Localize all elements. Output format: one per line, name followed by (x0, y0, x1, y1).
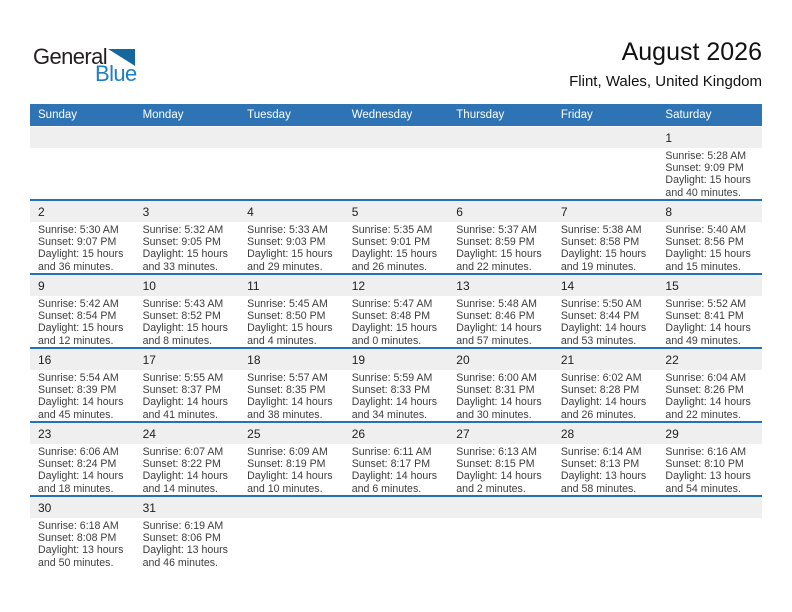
day-detail-line: Sunset: 8:08 PM (38, 532, 117, 545)
day-detail-line: Daylight: 15 hours (665, 174, 751, 187)
day-cell-empty (30, 127, 135, 199)
day-details (344, 370, 449, 421)
weekday-header-row (30, 104, 762, 126)
day-cell-empty (553, 127, 658, 199)
logo-text-general: General (33, 44, 108, 69)
day-cell-2 (30, 201, 135, 273)
day-cell-15 (657, 275, 762, 347)
day-detail-line: Sunset: 8:15 PM (456, 458, 535, 471)
day-number (448, 127, 553, 148)
day-number: 21 (553, 349, 658, 370)
day-cell-7 (553, 201, 658, 273)
day-details (239, 370, 344, 421)
day-detail-line: Sunset: 8:13 PM (560, 458, 640, 471)
day-cell-19 (344, 349, 449, 421)
day-detail-line: and 57 minutes. (456, 334, 532, 347)
day-detail-line: Daylight: 15 hours (456, 248, 542, 261)
day-detail-line: Daylight: 13 hours (38, 544, 124, 557)
day-cell-12 (344, 275, 449, 347)
day-detail-line: Sunset: 8:44 PM (560, 310, 640, 323)
day-cell-empty (448, 127, 553, 199)
day-detail-line: Sunset: 8:48 PM (351, 310, 431, 323)
day-details (30, 518, 135, 569)
day-number: 3 (135, 201, 240, 222)
day-number: 7 (553, 201, 658, 222)
day-details (553, 518, 658, 569)
day-cell-8 (657, 201, 762, 273)
day-detail-line: Sunrise: 5:32 AM (142, 224, 224, 236)
day-number: 17 (135, 349, 240, 370)
day-number (239, 127, 344, 148)
day-detail-line: Daylight: 14 hours (38, 470, 124, 483)
day-details (30, 296, 135, 347)
day-detail-line: and 58 minutes. (560, 482, 637, 495)
day-detail-line: Daylight: 15 hours (247, 248, 333, 261)
day-cell-25 (239, 423, 344, 495)
day-number (30, 127, 135, 148)
day-number (135, 127, 240, 148)
day-detail-line: Sunrise: 6:09 AM (247, 446, 328, 458)
weekday-header-wednesday: Wednesday (351, 109, 413, 121)
day-details (657, 518, 762, 569)
day-cell-empty (553, 497, 658, 569)
day-detail-line: Daylight: 13 hours (560, 470, 647, 483)
day-number (239, 497, 344, 518)
day-detail-line: and 36 minutes. (38, 260, 114, 273)
day-detail-line: Sunset: 9:03 PM (247, 236, 326, 249)
day-number: 27 (448, 423, 553, 444)
day-details (135, 296, 240, 347)
day-details (30, 370, 135, 421)
day-detail-line: and 38 minutes. (247, 408, 323, 421)
day-cell-16 (30, 349, 135, 421)
day-number: 13 (448, 275, 553, 296)
day-detail-line: Sunrise: 6:06 AM (38, 446, 119, 458)
day-detail-line: and 0 minutes. (351, 334, 422, 347)
day-number (344, 497, 449, 518)
day-detail-line: and 15 minutes. (665, 260, 741, 273)
day-details (135, 222, 240, 273)
day-details (553, 222, 658, 273)
day-detail-line: Sunrise: 5:50 AM (560, 298, 642, 310)
day-detail-line: Sunrise: 5:45 AM (247, 298, 328, 310)
day-cell-11 (239, 275, 344, 347)
day-detail-line: Daylight: 14 hours (456, 396, 542, 409)
day-details (553, 148, 658, 199)
day-detail-line: Sunrise: 5:37 AM (456, 224, 537, 236)
day-detail-line: and 46 minutes. (142, 556, 218, 569)
day-detail-line: and 50 minutes. (38, 556, 114, 569)
day-detail-line: Daylight: 13 hours (142, 544, 228, 557)
logo-text-blue: Blue (95, 61, 137, 86)
general-blue-logo (33, 44, 137, 86)
day-detail-line: Sunrise: 6:19 AM (142, 520, 224, 532)
day-detail-line: and 14 minutes. (142, 482, 218, 495)
day-number: 30 (30, 497, 135, 518)
weekday-header-saturday: Saturday (665, 109, 712, 121)
day-detail-line: Sunset: 8:46 PM (456, 310, 535, 323)
day-cell-13 (448, 275, 553, 347)
day-detail-line: Daylight: 15 hours (560, 248, 647, 261)
day-cell-22 (657, 349, 762, 421)
day-number (553, 497, 658, 518)
day-detail-line: Sunrise: 5:59 AM (351, 372, 433, 384)
day-number: 29 (657, 423, 762, 444)
day-detail-line: Sunset: 9:09 PM (665, 162, 744, 175)
day-details (239, 148, 344, 199)
day-detail-line: and 18 minutes. (38, 482, 114, 495)
day-detail-line: Daylight: 14 hours (665, 322, 751, 335)
day-cell-18 (239, 349, 344, 421)
day-detail-line: and 6 minutes. (351, 482, 422, 495)
day-number: 2 (30, 201, 135, 222)
day-detail-line: and 26 minutes. (560, 408, 637, 421)
day-details (30, 148, 135, 199)
day-detail-line: Sunrise: 6:04 AM (665, 372, 747, 384)
day-detail-line: and 54 minutes. (665, 482, 741, 495)
day-detail-line: Daylight: 15 hours (142, 322, 228, 335)
day-cell-4 (239, 201, 344, 273)
day-detail-line: Sunset: 9:01 PM (351, 236, 431, 249)
day-detail-line: Daylight: 14 hours (456, 470, 542, 483)
day-detail-line: Sunset: 8:22 PM (142, 458, 221, 471)
day-detail-line: Daylight: 14 hours (142, 470, 228, 483)
day-detail-line: Sunrise: 5:47 AM (351, 298, 433, 310)
day-detail-line: and 12 minutes. (38, 334, 114, 347)
page-title: August 2026 (621, 38, 762, 66)
day-detail-line: Sunset: 8:17 PM (351, 458, 431, 471)
day-detail-line: and 4 minutes. (247, 334, 317, 347)
day-detail-line: and 30 minutes. (456, 408, 532, 421)
weekday-header-monday: Monday (142, 109, 184, 121)
day-cell-empty (448, 497, 553, 569)
day-detail-line: Sunrise: 6:00 AM (456, 372, 537, 384)
day-detail-line: Sunset: 8:58 PM (560, 236, 640, 249)
title-block (569, 38, 762, 91)
day-detail-line: Sunset: 8:54 PM (38, 310, 117, 323)
day-detail-line: Sunrise: 5:43 AM (142, 298, 224, 310)
day-detail-line: Daylight: 14 hours (456, 322, 542, 335)
day-detail-line: Sunset: 8:59 PM (456, 236, 535, 249)
day-detail-line: and 34 minutes. (351, 408, 428, 421)
day-details (344, 296, 449, 347)
page-subtitle: Flint, Wales, United Kingdom (569, 73, 762, 90)
day-detail-line: Daylight: 14 hours (142, 396, 228, 409)
day-number: 15 (657, 275, 762, 296)
day-details (553, 296, 658, 347)
day-number: 18 (239, 349, 344, 370)
day-cell-23 (30, 423, 135, 495)
day-details (30, 444, 135, 495)
day-cell-10 (135, 275, 240, 347)
day-cell-14 (553, 275, 658, 347)
day-number: 20 (448, 349, 553, 370)
day-detail-line: Daylight: 15 hours (38, 248, 124, 261)
day-detail-line: Sunrise: 5:55 AM (142, 372, 224, 384)
day-detail-line: Sunset: 9:05 PM (142, 236, 221, 249)
day-number: 28 (553, 423, 658, 444)
day-cell-20 (448, 349, 553, 421)
day-number: 31 (135, 497, 240, 518)
weekday-header-thursday: Thursday (456, 109, 505, 121)
day-detail-line: Sunrise: 5:35 AM (351, 224, 433, 236)
day-details (239, 444, 344, 495)
week-row (30, 201, 762, 275)
day-detail-line: Sunrise: 5:57 AM (247, 372, 328, 384)
day-detail-line: Sunrise: 5:33 AM (247, 224, 328, 236)
day-detail-line: and 22 minutes. (665, 408, 741, 421)
day-details (344, 518, 449, 569)
day-detail-line: Sunset: 8:31 PM (456, 384, 535, 397)
day-detail-line: and 2 minutes. (456, 482, 526, 495)
day-cell-27 (448, 423, 553, 495)
day-cell-9 (30, 275, 135, 347)
day-number: 23 (30, 423, 135, 444)
day-number: 19 (344, 349, 449, 370)
day-cell-30 (30, 497, 135, 569)
week-row (30, 127, 762, 201)
day-detail-line: Sunset: 8:35 PM (247, 384, 326, 397)
day-details (344, 222, 449, 273)
day-detail-line: Sunset: 8:26 PM (665, 384, 744, 397)
day-detail-line: Sunrise: 5:30 AM (38, 224, 119, 236)
day-details (344, 444, 449, 495)
day-cell-empty (344, 127, 449, 199)
day-number: 24 (135, 423, 240, 444)
day-cell-21 (553, 349, 658, 421)
day-details (657, 444, 762, 495)
weekday-header-friday: Friday (560, 109, 593, 121)
day-details (448, 370, 553, 421)
day-number: 9 (30, 275, 135, 296)
day-details (135, 148, 240, 199)
day-details (448, 148, 553, 199)
day-cell-1 (657, 127, 762, 199)
day-detail-line: and 41 minutes. (142, 408, 218, 421)
day-detail-line: Daylight: 14 hours (351, 470, 438, 483)
day-number: 11 (239, 275, 344, 296)
day-number: 4 (239, 201, 344, 222)
day-detail-line: Daylight: 15 hours (351, 322, 438, 335)
weekday-header-sunday: Sunday (38, 109, 78, 121)
day-cell-26 (344, 423, 449, 495)
day-cell-empty (657, 497, 762, 569)
day-detail-line: Daylight: 15 hours (142, 248, 228, 261)
day-number: 12 (344, 275, 449, 296)
day-detail-line: Sunrise: 5:28 AM (665, 150, 747, 162)
day-detail-line: Sunrise: 6:14 AM (560, 446, 642, 458)
day-cell-3 (135, 201, 240, 273)
day-detail-line: and 26 minutes. (351, 260, 428, 273)
day-details (135, 370, 240, 421)
day-cell-29 (657, 423, 762, 495)
day-cell-24 (135, 423, 240, 495)
week-row (30, 497, 762, 569)
day-detail-line: and 8 minutes. (142, 334, 213, 347)
day-detail-line: Sunset: 8:39 PM (38, 384, 117, 397)
day-detail-line: Sunrise: 6:02 AM (560, 372, 642, 384)
day-details (448, 222, 553, 273)
day-cell-empty (239, 127, 344, 199)
day-detail-line: Sunset: 8:41 PM (665, 310, 744, 323)
day-number (344, 127, 449, 148)
day-number: 10 (135, 275, 240, 296)
day-detail-line: and 53 minutes. (560, 334, 637, 347)
day-details (239, 296, 344, 347)
day-detail-line: and 29 minutes. (247, 260, 323, 273)
day-details (135, 518, 240, 569)
day-details (135, 444, 240, 495)
day-detail-line: Daylight: 15 hours (247, 322, 333, 335)
day-cell-empty (344, 497, 449, 569)
day-cell-6 (448, 201, 553, 273)
day-detail-line: Sunset: 8:19 PM (247, 458, 326, 471)
day-detail-line: Sunset: 9:07 PM (38, 236, 117, 249)
day-detail-line: Sunrise: 5:52 AM (665, 298, 747, 310)
day-number: 26 (344, 423, 449, 444)
day-number (657, 497, 762, 518)
day-detail-line: Sunrise: 6:11 AM (351, 446, 432, 458)
day-details (344, 148, 449, 199)
day-detail-line: Sunrise: 5:42 AM (38, 298, 119, 310)
day-number: 22 (657, 349, 762, 370)
day-cell-17 (135, 349, 240, 421)
day-detail-line: Daylight: 15 hours (665, 248, 751, 261)
day-detail-line: Sunrise: 5:48 AM (456, 298, 537, 310)
day-detail-line: Sunset: 8:52 PM (142, 310, 221, 323)
day-details (553, 370, 658, 421)
day-number: 5 (344, 201, 449, 222)
calendar (30, 104, 762, 569)
day-detail-line: Daylight: 14 hours (247, 470, 333, 483)
day-detail-line: Daylight: 14 hours (351, 396, 438, 409)
day-detail-line: Sunset: 8:37 PM (142, 384, 221, 397)
day-details (448, 518, 553, 569)
day-detail-line: Daylight: 14 hours (38, 396, 124, 409)
day-cell-31 (135, 497, 240, 569)
day-detail-line: Sunset: 8:33 PM (351, 384, 431, 397)
day-detail-line: Sunrise: 5:40 AM (665, 224, 747, 236)
day-detail-line: Daylight: 13 hours (665, 470, 751, 483)
day-detail-line: Sunset: 8:50 PM (247, 310, 326, 323)
day-detail-line: Sunset: 8:56 PM (665, 236, 744, 249)
day-details (239, 518, 344, 569)
day-number: 25 (239, 423, 344, 444)
day-cell-5 (344, 201, 449, 273)
day-details (30, 222, 135, 273)
day-details (239, 222, 344, 273)
calendar-weeks (30, 127, 762, 569)
week-row (30, 423, 762, 497)
day-number: 14 (553, 275, 658, 296)
day-cell-empty (135, 127, 240, 199)
day-detail-line: Sunrise: 6:16 AM (665, 446, 747, 458)
day-details (448, 444, 553, 495)
day-detail-line: Daylight: 14 hours (665, 396, 751, 409)
day-number: 1 (657, 127, 762, 148)
week-row (30, 275, 762, 349)
day-cell-empty (239, 497, 344, 569)
day-detail-line: Sunrise: 5:38 AM (560, 224, 642, 236)
day-number: 8 (657, 201, 762, 222)
day-detail-line: Sunset: 8:06 PM (142, 532, 221, 545)
day-detail-line: and 45 minutes. (38, 408, 114, 421)
day-detail-line: Daylight: 15 hours (351, 248, 438, 261)
weekday-header-tuesday: Tuesday (247, 109, 291, 121)
day-detail-line: Daylight: 14 hours (560, 322, 647, 335)
day-detail-line: and 10 minutes. (247, 482, 323, 495)
day-detail-line: Daylight: 14 hours (560, 396, 647, 409)
day-detail-line: and 40 minutes. (665, 186, 741, 199)
day-number: 6 (448, 201, 553, 222)
day-detail-line: and 22 minutes. (456, 260, 532, 273)
day-details (553, 444, 658, 495)
day-number: 16 (30, 349, 135, 370)
day-detail-line: Sunrise: 6:07 AM (142, 446, 224, 458)
day-details (657, 296, 762, 347)
week-row (30, 349, 762, 423)
day-details (657, 370, 762, 421)
day-detail-line: Sunrise: 6:18 AM (38, 520, 119, 532)
day-detail-line: Sunrise: 5:54 AM (38, 372, 119, 384)
day-details (657, 148, 762, 199)
day-detail-line: Sunrise: 6:13 AM (456, 446, 537, 458)
day-cell-28 (553, 423, 658, 495)
day-detail-line: and 49 minutes. (665, 334, 741, 347)
day-details (448, 296, 553, 347)
day-detail-line: Sunset: 8:24 PM (38, 458, 117, 471)
day-details (657, 222, 762, 273)
day-detail-line: and 33 minutes. (142, 260, 218, 273)
day-detail-line: Daylight: 15 hours (38, 322, 124, 335)
day-detail-line: Sunset: 8:10 PM (665, 458, 744, 471)
day-detail-line: and 19 minutes. (560, 260, 637, 273)
day-detail-line: Daylight: 14 hours (247, 396, 333, 409)
day-number (553, 127, 658, 148)
day-number (448, 497, 553, 518)
day-detail-line: Sunset: 8:28 PM (560, 384, 640, 397)
